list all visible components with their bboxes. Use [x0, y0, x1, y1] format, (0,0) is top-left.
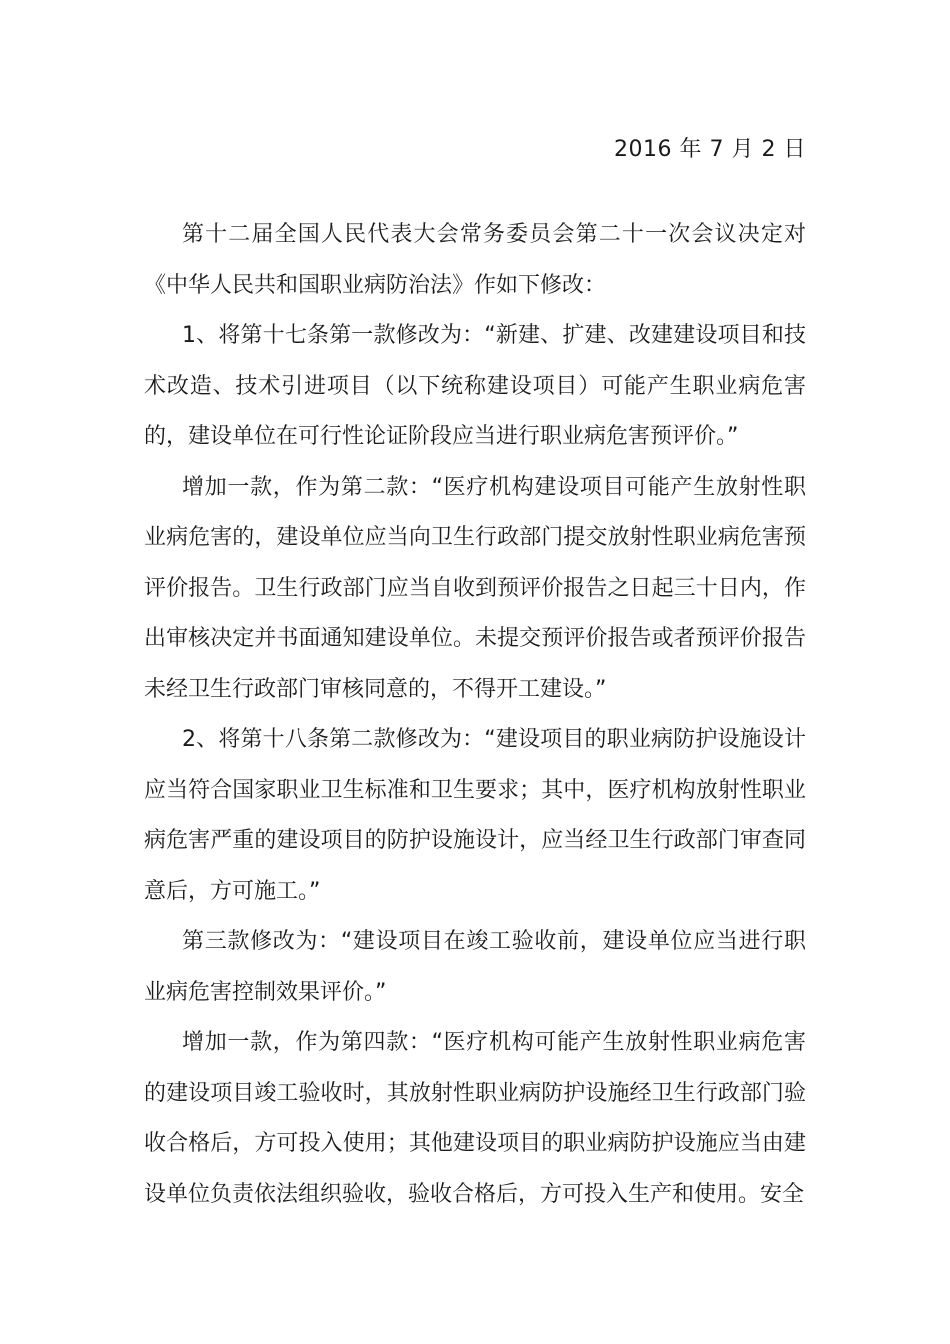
document-body [144, 210, 806, 1220]
paragraph-article-17-new-clause: 增加一款，作为第二款：“医疗机构建设项目可能产生放射性职业病危害的，建设单位应当向卫生行政部门提交放射性职业病危害预评价报告。卫生行政部门应当自收到预评价报告之日起三十日内，作出审核决定并书面通知建设单位。未提交预评价报告或者预评价报告未经卫生行政部门审核同意的，不得开工建设。” [144, 474, 806, 702]
paragraph-article-18: 2、将第十八条第二款修改为：“建设项目的职业病防护设施设计应当符合国家职业卫生标准和卫生要求；其中，医疗机构放射性职业病危害严重的建设项目的防护设施设计，应当经卫生行政部门审查同意后，方可施工。” [144, 727, 806, 904]
document-date: 2016 年 7 月 2 日 [614, 137, 806, 162]
paragraph-article-17: 1、将第十七条第一款修改为：“新建、扩建、改建建设项目和技术改造、技术引进项目（以下统称建设项目）可能产生职业病危害的，建设单位在可行性论证阶段应当进行职业病危害预评价。” [144, 323, 806, 449]
paragraph-intro: 第十二届全国人民代表大会常务委员会第二十一次会议决定对《中华人民共和国职业病防治法》作如下修改： [144, 222, 806, 298]
paragraph-article-18-new-clause: 增加一款，作为第四款：“医疗机构可能产生放射性职业病危害的建设项目竣工验收时，其放射性职业病防护设施经卫生行政部门验收合格后，方可投入使用；其他建设项目的职业病防护设施应当由建设单位负责依法组织验收，验收合格后，方可投入生产和使用。安全 [144, 1030, 806, 1207]
paragraph-article-18-clause-3: 第三款修改为：“建设项目在竣工验收前，建设单位应当进行职业病危害控制效果评价。” [144, 929, 806, 1005]
